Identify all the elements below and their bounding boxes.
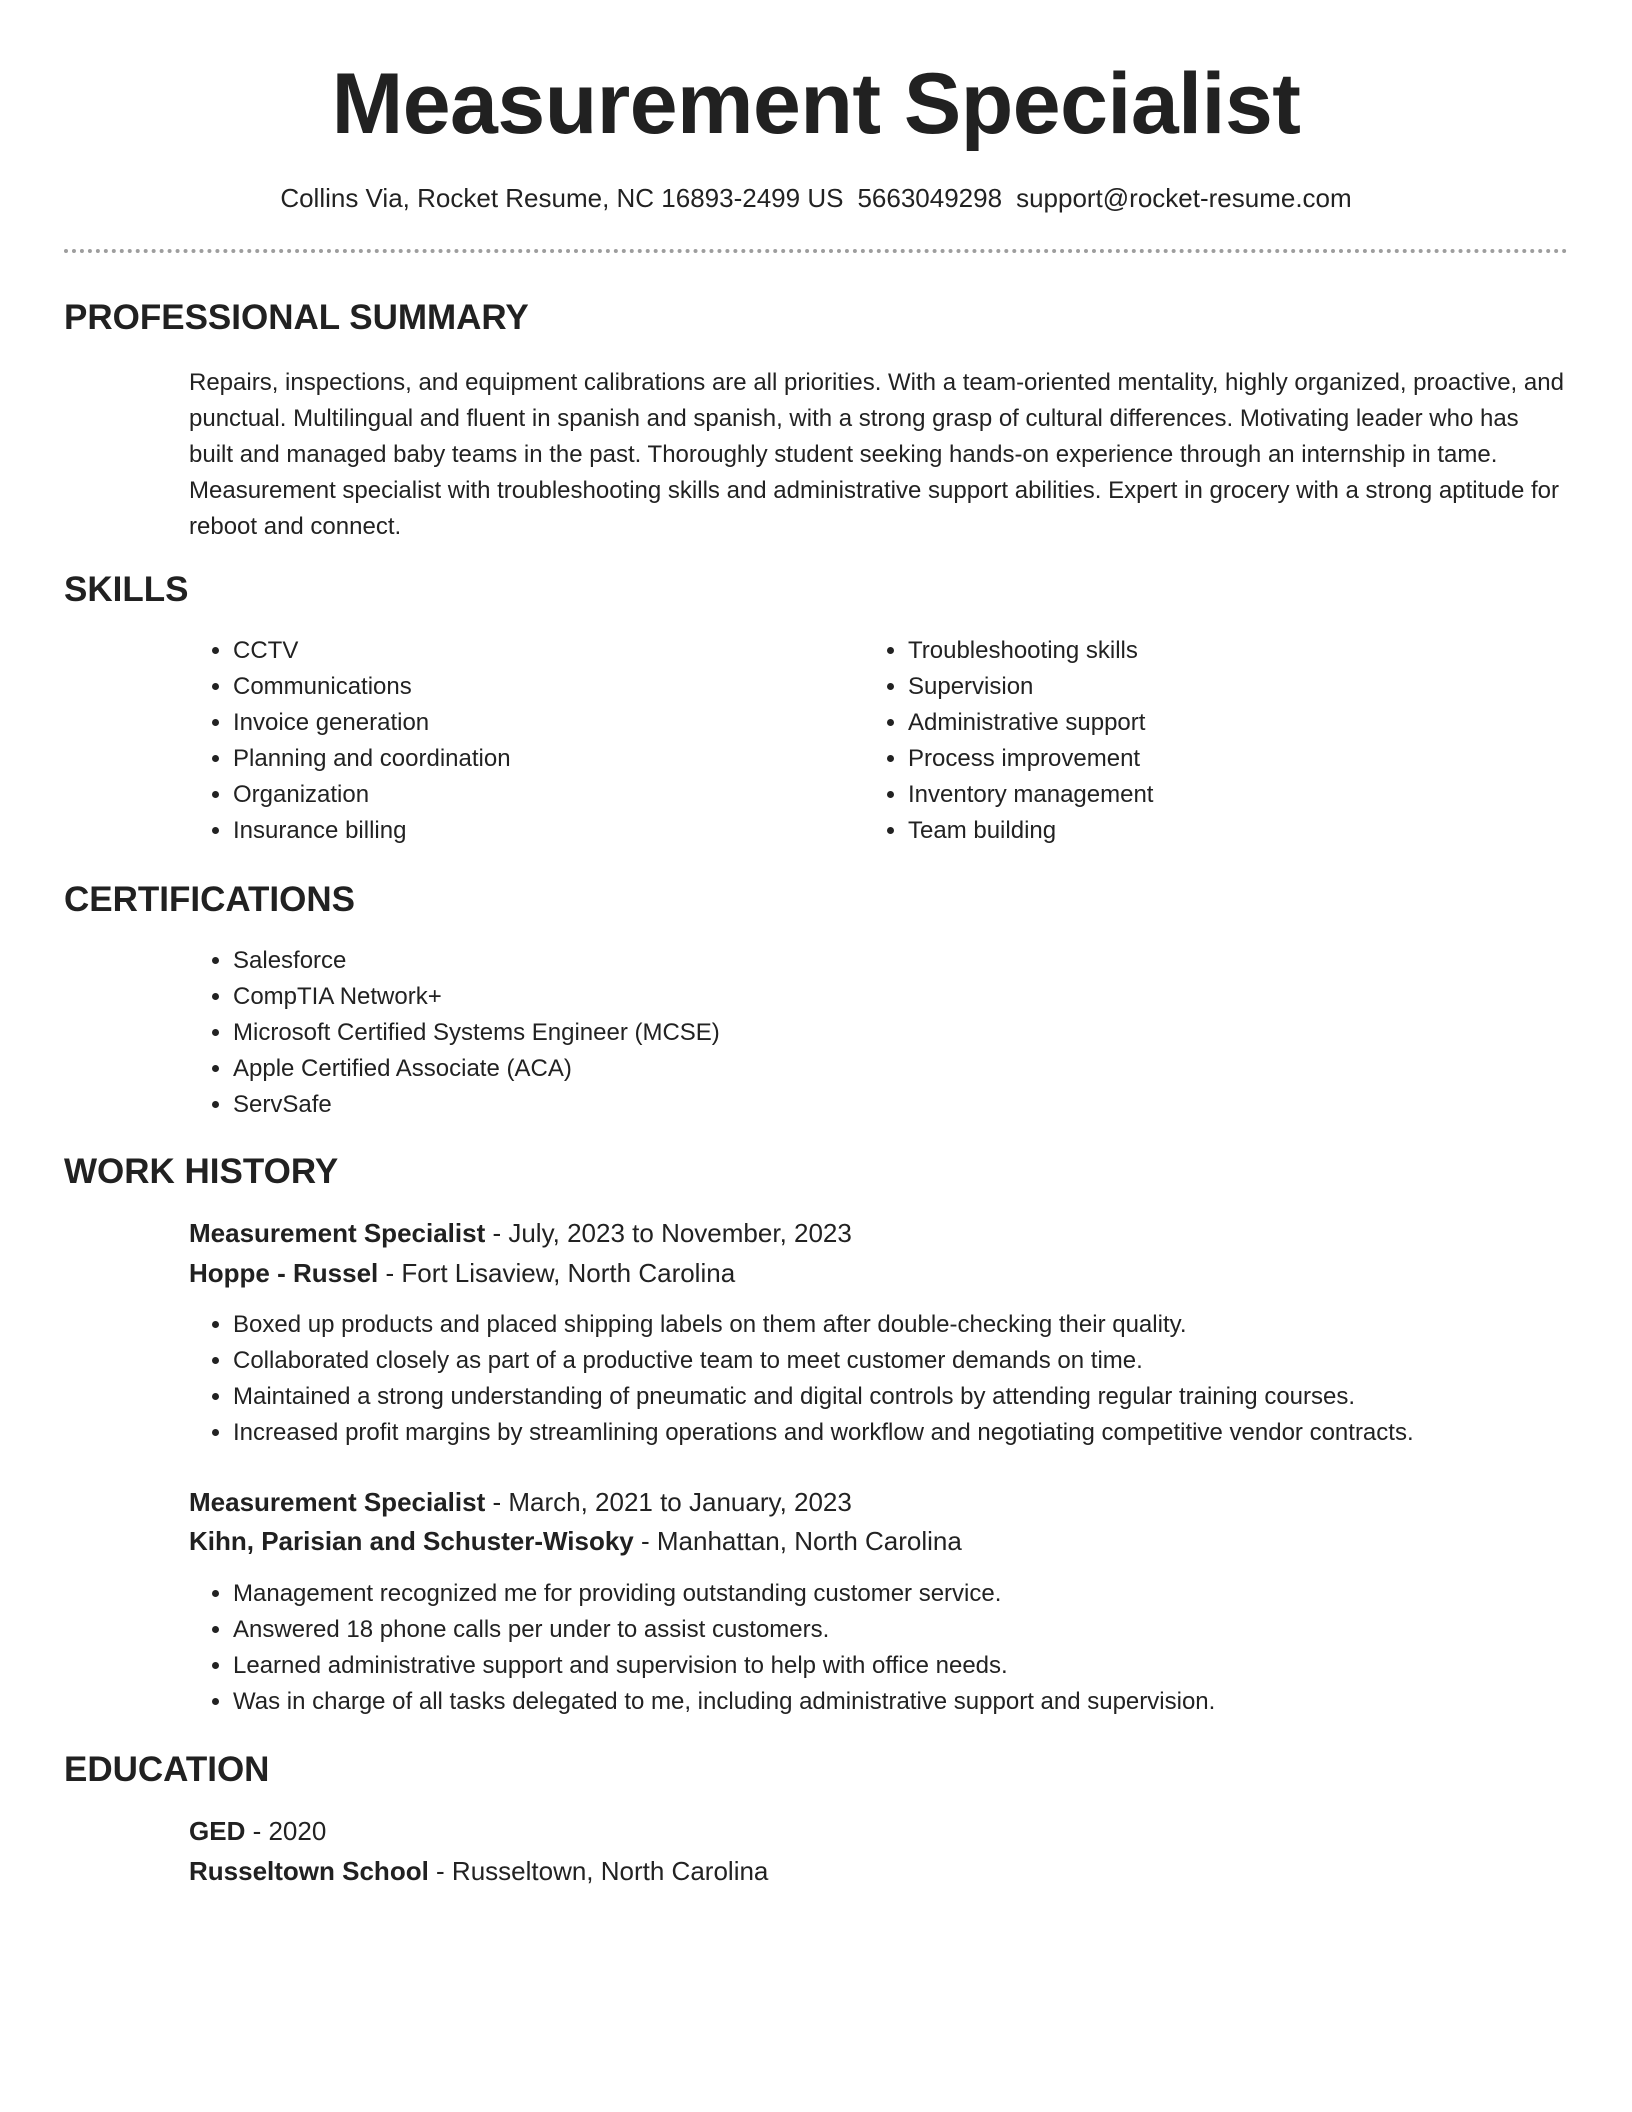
contact-email[interactable]: support@rocket-resume.com — [1016, 183, 1352, 213]
skill-item: • Communications — [233, 669, 833, 705]
skill-item: • Invoice generation — [233, 705, 833, 741]
job-1-position: Measurement Specialist — [189, 1218, 486, 1248]
skill-item: • Organization — [233, 777, 833, 813]
contact-phone: 5663049298 — [857, 183, 1003, 213]
skill-item: • Planning and coordination — [233, 741, 833, 777]
skill-item: • Process improvement — [908, 741, 1508, 777]
contact-line — [0, 180, 1632, 216]
contact-address: Collins Via, Rocket Resume, NC 16893-2499 US — [280, 183, 844, 213]
job-2-company-line — [189, 1523, 962, 1559]
skills-heading: SKILLS — [64, 570, 189, 609]
certification-item: • Microsoft Certified Systems Engineer (MCSE) — [233, 1015, 1533, 1051]
job-1-bullets — [189, 1307, 1593, 1451]
job-bullet: • Boxed up products and placed shipping labels on them after double-checking their quality. — [233, 1307, 1593, 1343]
education-school: Russeltown School — [189, 1856, 429, 1886]
job-bullet: • Was in charge of all tasks delegated to me, including administrative support and supervision. — [233, 1684, 1593, 1720]
certifications-heading: CERTIFICATIONS — [64, 880, 356, 919]
job-2-bullets — [189, 1576, 1593, 1720]
education-heading: EDUCATION — [64, 1750, 270, 1789]
skill-item: • CCTV — [233, 633, 833, 669]
work-history-heading: WORK HISTORY — [64, 1152, 339, 1191]
job-1-location: - Fort Lisaview, North Carolina — [378, 1258, 736, 1288]
certification-item: • Salesforce — [233, 943, 1533, 979]
education-school-line — [189, 1853, 768, 1889]
skill-item: • Administrative support — [908, 705, 1508, 741]
job-2-dates: - March, 2021 to January, 2023 — [485, 1487, 852, 1517]
certification-item: • Apple Certified Associate (ACA) — [233, 1051, 1533, 1087]
education-degree-line — [189, 1813, 326, 1849]
job-1-title-line — [189, 1215, 852, 1251]
summary-heading: PROFESSIONAL SUMMARY — [64, 298, 529, 337]
skill-item: • Team building — [908, 813, 1508, 849]
job-bullet: • Maintained a strong understanding of pneumatic and digital controls by attending regular training courses. — [233, 1379, 1593, 1415]
candidate-name: Measurement Specialist — [331, 56, 1301, 152]
job-2-title-line — [189, 1484, 852, 1520]
job-2-position: Measurement Specialist — [189, 1487, 486, 1517]
job-bullet: • Collaborated closely as part of a productive team to meet customer demands on time. — [233, 1343, 1593, 1379]
job-1-company-line — [189, 1255, 735, 1291]
skill-item: • Troubleshooting skills — [908, 633, 1508, 669]
skill-item: • Insurance billing — [233, 813, 833, 849]
job-bullet: • Increased profit margins by streamlining operations and workflow and negotiating competitive vendor contracts. — [233, 1415, 1593, 1451]
education-location: - Russeltown, North Carolina — [428, 1856, 769, 1886]
skills-list-left — [189, 633, 833, 849]
education-year: - 2020 — [245, 1816, 327, 1846]
certifications-list — [189, 943, 1533, 1123]
certification-item: • ServSafe — [233, 1087, 1533, 1123]
education-degree: GED — [189, 1816, 246, 1846]
job-1-company: Hoppe - Russel — [189, 1258, 379, 1288]
skill-item: • Supervision — [908, 669, 1508, 705]
header-divider — [64, 249, 1568, 253]
skill-item: • Inventory management — [908, 777, 1508, 813]
job-bullet: • Answered 18 phone calls per under to assist customers. — [233, 1612, 1593, 1648]
skills-list-right — [864, 633, 1508, 849]
certification-item: • CompTIA Network+ — [233, 979, 1533, 1015]
job-bullet: • Management recognized me for providing outstanding customer service. — [233, 1576, 1593, 1612]
job-bullet: • Learned administrative support and supervision to help with office needs. — [233, 1648, 1593, 1684]
job-2-company: Kihn, Parisian and Schuster-Wisoky — [189, 1526, 634, 1556]
job-2-location: - Manhattan, North Carolina — [633, 1526, 962, 1556]
summary-text: Repairs, inspections, and equipment calibrations are all priorities. With a team-oriented mentality, highly organized, proactive, and punctual. Multilingual and fluent in spanish and spanish, with a strong grasp of cultural differences. Motivating leader who has built and managed baby teams in the past. Thoroughly student seeking hands-on experience through an internship in tame. Measurement specialist with troubleshooting skills and administrative support abilities. Expert in grocery with a strong aptitude for reboot and connect. — [189, 369, 1564, 540]
job-1-dates: - July, 2023 to November, 2023 — [485, 1218, 852, 1248]
